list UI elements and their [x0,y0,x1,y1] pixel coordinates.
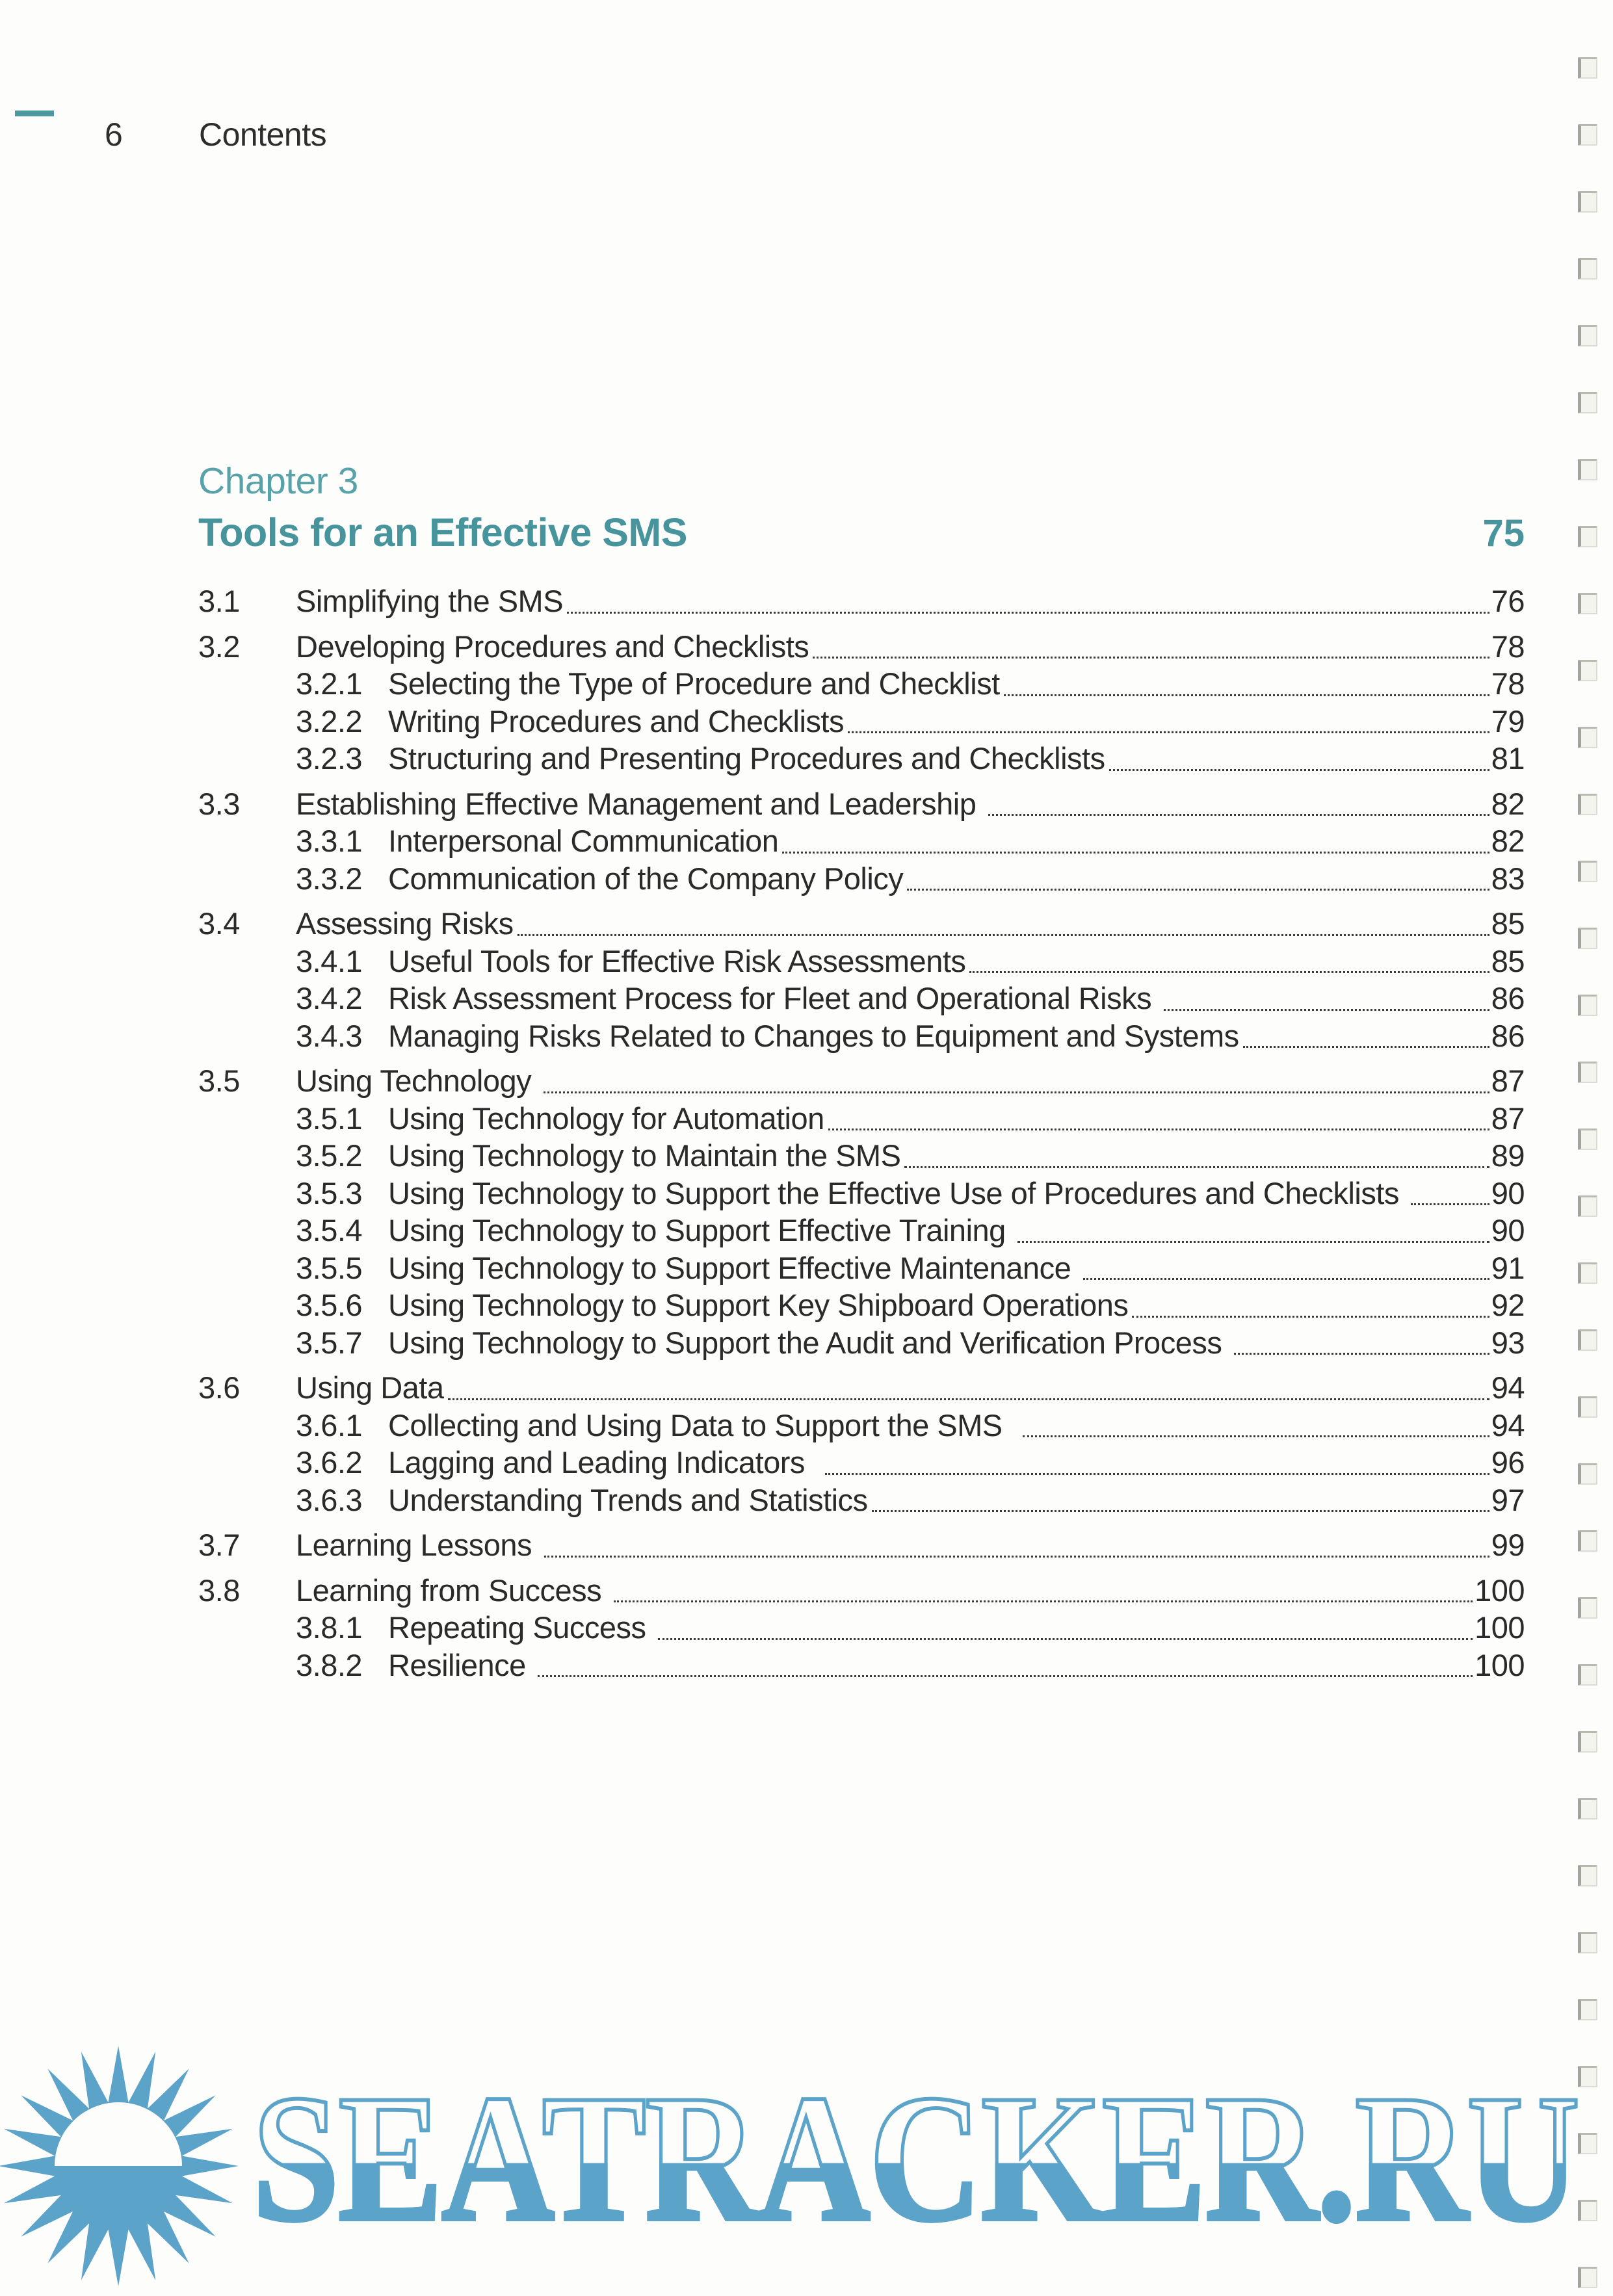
toc-row [198,1212,1525,1250]
toc-entry-number: 3.6 [198,1370,240,1405]
binding-hole [1578,727,1597,748]
toc-entry-page: 94 [1491,1370,1525,1405]
binding-hole [1578,1731,1597,1753]
dot-leader [907,889,1489,891]
dot-leader [1411,1203,1489,1205]
binding-hole [1578,2267,1597,2288]
toc-row [198,861,1525,898]
binding-hole [1578,1128,1597,1150]
chapter-page-number: 75 [1482,512,1525,554]
dot-leader [1109,769,1489,771]
dot-leader [567,612,1489,614]
toc-row [198,943,1525,981]
toc-entry-page: 79 [1491,703,1525,738]
dot-leader [782,852,1489,854]
toc-entry-title: Assessing Risks [296,906,514,941]
toc-entry-title: Learning Lessons [296,1528,540,1562]
dot-leader [1023,1435,1489,1437]
toc-entry-title: Communication of the Company Policy [388,861,904,896]
binding-hole [1578,660,1597,681]
binding-hole [1578,57,1597,79]
toc-row [198,740,1525,778]
toc-entry-page: 100 [1475,1610,1525,1645]
toc-entry-page: 96 [1491,1445,1525,1480]
dot-leader [1243,1046,1489,1048]
toc-row [198,906,1525,943]
dot-leader [988,814,1489,816]
toc-row [198,666,1525,703]
binding-hole [1578,1463,1597,1485]
toc-entry-number: 3.5.2 [296,1138,363,1173]
binding-hole [1578,526,1597,547]
binding-hole [1578,1195,1597,1217]
toc-entry-number: 3.5.3 [296,1175,363,1210]
dot-leader [969,971,1489,973]
toc-entry-number: 3.2.3 [296,741,363,776]
toc-entry-title: Resilience [388,1647,534,1682]
toc-entry-number: 3.8.2 [296,1647,363,1682]
toc-entry-number: 3.3.2 [296,861,363,896]
toc-entry-page: 83 [1491,861,1525,896]
binding-hole [1578,1062,1597,1083]
toc-entry-number: 3.5.5 [296,1250,363,1285]
chapter-heading [198,458,1525,555]
toc-entry-title: Lagging and Leading Indicators [388,1445,822,1480]
toc-entry-title: Using Technology to Support the Effective Use of Procedures and Checklists [388,1175,1408,1210]
toc-row [198,1370,1525,1407]
toc-entry-page: 100 [1475,1647,1525,1682]
toc-row [198,1572,1525,1610]
toc-entry-page: 82 [1491,824,1525,858]
toc-entry-number: 3.6.2 [296,1445,363,1480]
toc-entry-title: Using Technology to Support Effective Training [388,1213,1014,1247]
binding-hole [1578,1262,1597,1284]
toc-entry-number: 3.4.2 [296,981,363,1015]
toc-entry-number: 3.4.3 [296,1018,363,1053]
toc-entry-page: 99 [1491,1528,1525,1562]
toc-row [198,629,1525,666]
toc-entry-number: 3.6.3 [296,1482,363,1517]
toc-entry-title: Interpersonal Communication [388,824,779,858]
dot-leader [538,1675,1473,1677]
toc-entry-title: Using Technology to Support Effective Maintenance [388,1250,1079,1285]
dot-leader [658,1638,1473,1640]
toc-entry-title: Understanding Trends and Statistics [388,1482,868,1517]
toc-entry-page: 92 [1491,1288,1525,1322]
toc-row [198,1138,1525,1175]
toc-row [198,583,1525,621]
binding-hole [1578,1798,1597,1820]
binding-hole [1578,459,1597,480]
toc-entry-number: 3.3.1 [296,824,363,858]
toc-entry-page: 81 [1491,741,1525,776]
toc-entry-page: 87 [1491,1063,1525,1098]
toc-row [198,1063,1525,1101]
toc-entry-title: Developing Procedures and Checklists [296,629,809,664]
binding-hole [1578,1396,1597,1418]
binding-hole [1578,1999,1597,2020]
toc-entry-title: Establishing Effective Management and Leadership [296,786,984,821]
binding-hole [1578,928,1597,949]
chapter-kicker: Chapter 3 [198,460,358,502]
toc-entry-number: 3.6.1 [296,1407,363,1442]
toc-entry-page: 89 [1491,1138,1525,1173]
toc-row [198,1527,1525,1565]
toc-entry-title: Repeating Success [388,1610,655,1645]
toc-entry-number: 3.8 [198,1572,240,1608]
toc-entry-title: Using Technology to Support Key Shipboard Operations [388,1288,1129,1322]
dot-leader [848,731,1489,733]
binding-hole [1578,2133,1597,2154]
toc-entry-page: 90 [1491,1175,1525,1210]
toc-entry-page: 78 [1491,629,1525,664]
binding-hole [1578,1664,1597,1686]
binding-hole [1578,191,1597,213]
toc-entry-page: 91 [1491,1250,1525,1285]
toc-entry-number: 3.2 [198,629,240,664]
watermark-text: SEATRACKER.RU [252,2057,1579,2259]
toc-row [198,1647,1525,1685]
dot-leader [518,934,1489,936]
toc-row [198,980,1525,1018]
dot-leader [904,1166,1489,1168]
dot-leader [614,1600,1473,1602]
toc-row [198,1018,1525,1056]
toc-entry-title: Using Technology to Maintain the SMS [388,1138,901,1173]
toc-row [198,1287,1525,1325]
toc-entry-number: 3.2.1 [296,666,363,701]
toc-entry-page: 86 [1491,1018,1525,1053]
toc-entry-number: 3.5.6 [296,1288,363,1322]
binding-hole [1578,1329,1597,1351]
dot-leader [813,657,1489,659]
binding-hole [1578,325,1597,346]
toc-row [198,1250,1525,1288]
toc-entry-number: 3.7 [198,1528,240,1562]
toc-entry-page: 97 [1491,1482,1525,1517]
header-page-number: 6 [105,116,123,153]
toc-entry-page: 85 [1491,943,1525,978]
toc-entry-title: Using Data [296,1370,444,1405]
binding-hole [1578,1932,1597,1953]
toc-entry-title: Writing Procedures and Checklists [388,703,844,738]
toc-entry-title: Learning from Success [296,1572,610,1608]
toc-entry-title: Simplifying the SMS [296,584,564,618]
chapter-title-line [198,510,1525,555]
toc-entry-number: 3.5 [198,1063,240,1098]
toc-entry-page: 76 [1491,584,1525,618]
toc-entry-number: 3.8.1 [296,1610,363,1645]
toc-entry-number: 3.4.1 [296,943,363,978]
binding-hole [1578,258,1597,280]
binding-hole [1578,2066,1597,2087]
toc-entry-page: 86 [1491,981,1525,1015]
toc-row [198,823,1525,861]
dot-leader [828,1128,1489,1130]
dot-leader [1083,1278,1489,1280]
binding-hole [1578,861,1597,882]
toc-entry-number: 3.3 [198,786,240,821]
toc-row [198,786,1525,824]
toc-entry-page: 93 [1491,1325,1525,1360]
toc-row [198,1610,1525,1647]
toc-entry-title: Managing Risks Related to Changes to Equipment and Systems [388,1018,1239,1053]
toc-row [198,1444,1525,1482]
toc-entry-title: Using Technology to Support the Audit and Verification Process [388,1325,1230,1360]
dot-leader [1004,694,1489,696]
toc-row [198,1325,1525,1363]
toc-entry-page: 78 [1491,666,1525,701]
table-of-contents [198,583,1525,1684]
toc-entry-number: 3.5.1 [296,1101,363,1136]
binding-hole [1578,1597,1597,1619]
toc-entry-number: 3.5.7 [296,1325,363,1360]
toc-entry-title: Risk Assessment Process for Fleet and Operational Risks [388,981,1160,1015]
dot-leader [1132,1316,1489,1318]
toc-entry-title: Useful Tools for Effective Risk Assessments [388,943,966,978]
binding-hole [1578,593,1597,614]
toc-entry-page: 87 [1491,1101,1525,1136]
binding-hole [1578,995,1597,1016]
dot-leader [1234,1353,1489,1355]
dot-leader [1017,1241,1489,1243]
toc-entry-number: 3.2.2 [296,703,363,738]
toc-row [198,1407,1525,1445]
margin-accent-dash [15,111,54,116]
toc-row [198,703,1525,741]
binding-hole [1578,1530,1597,1552]
toc-row [198,1482,1525,1520]
dot-leader [872,1510,1489,1512]
binding-hole [1578,392,1597,413]
toc-entry-page: 100 [1475,1572,1525,1608]
toc-entry-title: Selecting the Type of Procedure and Checklist [388,666,1000,701]
toc-entry-number: 3.5.4 [296,1213,363,1247]
toc-entry-title: Structuring and Presenting Procedures and Checklists [388,741,1105,776]
sun-over-sea-icon [0,2036,248,2296]
binding-hole [1578,2200,1597,2221]
binding-hole [1578,794,1597,815]
dot-leader [1164,1009,1489,1011]
dot-leader [544,1091,1489,1093]
dot-leader [825,1473,1489,1475]
toc-entry-title: Using Technology [296,1063,540,1098]
toc-entry-number: 3.1 [198,584,240,618]
binding-hole [1578,1865,1597,1886]
toc-entry-title: Using Technology for Automation [388,1101,824,1136]
toc-row [198,1101,1525,1138]
toc-row [198,1175,1525,1213]
header-title: Contents [199,116,327,153]
toc-entry-title: Collecting and Using Data to Support the SMS [388,1407,1019,1442]
toc-entry-number: 3.4 [198,906,240,941]
chapter-title: Tools for an Effective SMS [198,510,687,554]
binding-hole [1578,124,1597,146]
dot-leader [544,1556,1489,1558]
toc-entry-page: 90 [1491,1213,1525,1247]
toc-entry-page: 82 [1491,786,1525,821]
toc-entry-page: 94 [1491,1407,1525,1442]
toc-entry-page: 85 [1491,906,1525,941]
dot-leader [448,1398,1489,1400]
